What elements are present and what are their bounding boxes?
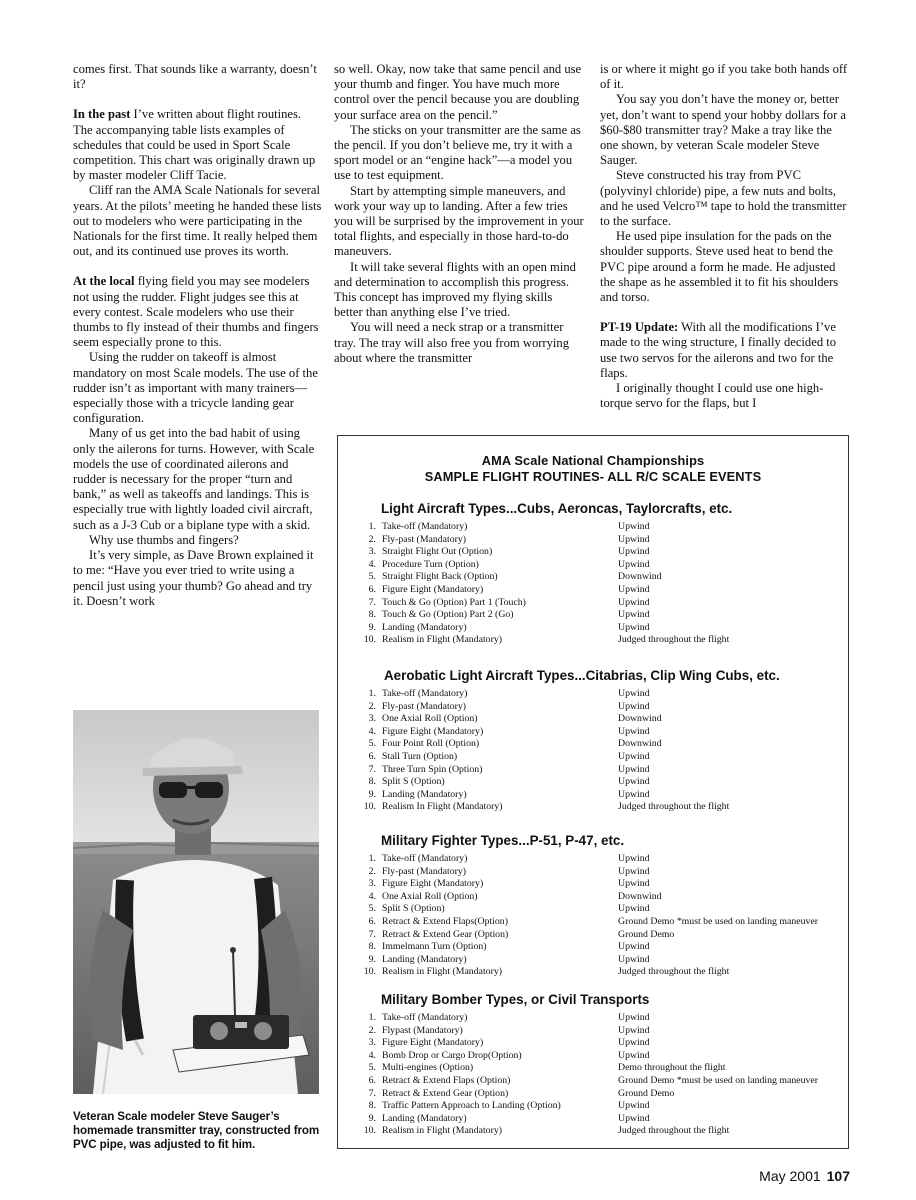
table-row xyxy=(338,1113,848,1126)
maneuver-name: Stall Turn (Option) xyxy=(382,750,458,762)
section-military-fighter xyxy=(338,833,848,979)
table-row xyxy=(338,622,848,635)
paragraph: You will need a neck strap or a transmitter tray. The tray will also free you from worrying about where the transmitter xyxy=(334,320,570,365)
table-row xyxy=(338,801,848,814)
section-heading: Military Fighter Types...P-51, P-47, etc. xyxy=(381,833,625,848)
table-row xyxy=(338,534,848,547)
table-row xyxy=(338,713,848,726)
maneuver-name: Realism in Flight (Mandatory) xyxy=(382,966,502,978)
paragraph: At the local flying field you may see modelers not using the rudder. Flight judges see this at every contest. Scale modelers who use their thumbs to fly instead of their thumbs and fingers seem especially prone to this. xyxy=(73,274,319,350)
maneuver-direction: Ground Demo *must be used on landing maneuver xyxy=(618,1074,818,1086)
maneuver-direction: Upwind xyxy=(618,941,650,953)
article-column-2 xyxy=(334,62,584,366)
table-row xyxy=(338,751,848,764)
maneuver-name: Multi-engines (Option) xyxy=(382,1062,474,1074)
row-number: 6. xyxy=(368,1074,376,1086)
run-in-head: At the local xyxy=(73,274,135,289)
row-number: 2. xyxy=(368,533,376,545)
maneuver-name: Fly-past (Mandatory) xyxy=(382,865,467,877)
table-row xyxy=(338,929,848,942)
table-row xyxy=(338,701,848,714)
table-row xyxy=(338,966,848,979)
row-number: 4. xyxy=(368,890,376,902)
maneuver-direction: Judged throughout the flight xyxy=(618,801,730,813)
row-number: 5. xyxy=(368,738,376,750)
maneuver-name: Bomb Drop or Cargo Drop(Option) xyxy=(382,1049,522,1061)
table-row xyxy=(338,1025,848,1038)
maneuver-direction: Upwind xyxy=(618,1037,650,1049)
paragraph: comes first. That sounds like a warranty, doesn’t it? xyxy=(73,62,317,92)
paragraph: He used pipe insulation for the pads on the shoulder supports. Steve used heat to bend the PVC pipe around a form he made. He adjusted the shape as he assembled it to fit his shoulders and torso. xyxy=(600,229,839,305)
maneuver-name: One Axial Roll (Option) xyxy=(382,890,478,902)
photo-illustration xyxy=(73,710,319,1094)
maneuver-direction: Judged throughout the flight xyxy=(618,966,730,978)
table-row xyxy=(338,764,848,777)
maneuver-direction: Judged throughout the flight xyxy=(618,634,730,646)
row-number: 9. xyxy=(368,953,376,965)
row-number: 8. xyxy=(368,941,376,953)
maneuver-direction: Ground Demo xyxy=(618,1087,675,1099)
maneuver-direction: Upwind xyxy=(618,700,650,712)
article-column-3 xyxy=(600,62,850,411)
maneuver-name: Landing (Mandatory) xyxy=(382,788,467,800)
maneuver-name: One Axial Roll (Option) xyxy=(382,713,478,725)
paragraph: is or where it might go if you take both hands off of it. xyxy=(600,62,848,92)
table-row xyxy=(338,789,848,802)
table-row xyxy=(338,866,848,879)
table-row xyxy=(338,853,848,866)
maneuver-name: Realism In Flight (Mandatory) xyxy=(382,801,503,813)
table-subtitle: SAMPLE FLIGHT ROUTINES- ALL R/C SCALE EVENTS xyxy=(424,469,762,484)
paragraph: PT-19 Update: With all the modifications I’ve made to the wing structure, I finally decided to use two servos for the ailerons and two for the flaps. xyxy=(600,320,837,380)
maneuver-name: Three Turn Spin (Option) xyxy=(382,763,483,775)
row-number: 5. xyxy=(368,1062,376,1074)
maneuver-direction: Upwind xyxy=(618,688,650,699)
maneuver-name: Figure Eight (Mandatory) xyxy=(382,1037,484,1049)
paragraph: Using the rudder on takeoff is almost mandatory on most Scale models. The use of the rudder isn’t as important with many trainers—especially those with a tricycle landing gear configuration. xyxy=(73,350,318,426)
row-number: 9. xyxy=(368,788,376,800)
maneuver-name: Touch & Go (Option) Part 2 (Go) xyxy=(382,609,514,621)
section-military-bomber xyxy=(338,992,848,1138)
maneuver-direction: Ground Demo xyxy=(618,928,675,940)
maneuver-name: Flypast (Mandatory) xyxy=(382,1024,463,1036)
table-row xyxy=(338,571,848,584)
maneuver-name: Figure Eight (Mandatory) xyxy=(382,725,484,737)
flight-routines-table xyxy=(337,435,849,1149)
maneuver-name: Realism in Flight (Mandatory) xyxy=(382,1125,502,1137)
table-row xyxy=(338,776,848,789)
maneuver-direction: Upwind xyxy=(618,546,650,558)
maneuver-direction: Downwind xyxy=(618,571,662,583)
photo-modeler-with-tray xyxy=(73,710,319,1094)
section-heading: Military Bomber Types, or Civil Transports xyxy=(381,992,650,1007)
table-row xyxy=(338,1075,848,1088)
table-row xyxy=(338,954,848,967)
row-number: 2. xyxy=(368,700,376,712)
row-number: 6. xyxy=(368,915,376,927)
maneuver-direction: Judged throughout the flight xyxy=(618,1125,730,1137)
row-number: 4. xyxy=(368,558,376,570)
maneuver-name: Immelmann Turn (Option) xyxy=(382,941,487,953)
maneuver-name: Realism in Flight (Mandatory) xyxy=(382,634,502,646)
row-number: 2. xyxy=(368,1024,376,1036)
paragraph: In the past I’ve written about flight routines. The accompanying table lists examples of schedules that could be used in Sport Scale competition. This chart was originally drawn up by master modeler Cliff Tacie. xyxy=(73,107,316,183)
maneuver-name: Traffic Pattern Approach to Landing (Option) xyxy=(382,1100,561,1112)
row-number: 7. xyxy=(368,763,376,775)
maneuver-name: Retract & Extend Gear (Option) xyxy=(382,928,509,940)
page-footer xyxy=(759,1168,850,1184)
maneuver-name: Fly-past (Mandatory) xyxy=(382,533,467,545)
maneuver-direction: Upwind xyxy=(618,558,650,570)
maneuver-direction: Upwind xyxy=(618,953,650,965)
maneuver-direction: Upwind xyxy=(618,763,650,775)
row-number: 1. xyxy=(368,521,376,532)
maneuver-name: Fly-past (Mandatory) xyxy=(382,700,467,712)
table-row xyxy=(338,878,848,891)
row-number: 8. xyxy=(368,1100,376,1112)
maneuver-name: Take-off (Mandatory) xyxy=(382,853,468,864)
photo-caption: Veteran Scale modeler Steve Sauger’s homemade transmitter tray, constructed from PVC pipe, was adjusted to fit him. xyxy=(73,1110,320,1152)
row-number: 2. xyxy=(368,865,376,877)
table-row xyxy=(338,941,848,954)
maneuver-direction: Upwind xyxy=(618,533,650,545)
row-number: 1. xyxy=(368,853,376,864)
maneuver-name: Take-off (Mandatory) xyxy=(382,688,468,699)
maneuver-direction: Upwind xyxy=(618,853,650,864)
section-aerobatic-aircraft xyxy=(338,668,848,814)
maneuver-direction: Upwind xyxy=(618,865,650,877)
table-row xyxy=(338,521,848,534)
maneuver-direction: Upwind xyxy=(618,1100,650,1112)
row-number: 3. xyxy=(368,878,376,890)
table-row xyxy=(338,903,848,916)
row-number: 5. xyxy=(368,903,376,915)
table-row xyxy=(338,1100,848,1113)
maneuver-direction: Upwind xyxy=(618,1024,650,1036)
table-title: AMA Scale National Championships xyxy=(481,453,705,468)
paragraph: You say you don’t have the money or, better yet, don’t want to spend your hobby dollars for a $60-$80 transmitter tray? Make a tray like the one shown, by veteran Scale modeler Steve Sauger. xyxy=(600,92,847,168)
row-number: 10. xyxy=(363,801,376,813)
table-row xyxy=(338,738,848,751)
row-number: 5. xyxy=(368,571,376,583)
row-number: 7. xyxy=(368,928,376,940)
row-number: 6. xyxy=(368,583,376,595)
table-row xyxy=(338,891,848,904)
maneuver-direction: Upwind xyxy=(618,596,650,608)
article-column-1 xyxy=(73,62,322,609)
paragraph: Cliff ran the AMA Scale Nationals for several years. At the pilots’ meeting he handed these lists out to modelers who were participating in the Nationals for the first time. It really helped them out, and its continued use proves its worth. xyxy=(73,183,322,259)
maneuver-direction: Demo throughout the flight xyxy=(618,1062,726,1074)
table-row xyxy=(338,609,848,622)
run-in-head: PT-19 Update: xyxy=(600,320,679,335)
row-number: 1. xyxy=(368,1012,376,1023)
table-row xyxy=(338,1062,848,1075)
row-number: 1. xyxy=(368,688,376,699)
maneuver-name: Retract & Extend Flaps(Option) xyxy=(382,915,508,927)
row-number: 6. xyxy=(368,750,376,762)
row-number: 3. xyxy=(368,1037,376,1049)
maneuver-name: Retract & Extend Gear (Option) xyxy=(382,1087,509,1099)
row-number: 8. xyxy=(368,609,376,621)
maneuver-direction: Downwind xyxy=(618,890,662,902)
row-number: 4. xyxy=(368,1049,376,1061)
maneuver-direction: Downwind xyxy=(618,738,662,750)
table-row xyxy=(338,546,848,559)
maneuver-name: Landing (Mandatory) xyxy=(382,1112,467,1124)
maneuver-name: Touch & Go (Option) Part 1 (Touch) xyxy=(382,596,526,608)
table-row xyxy=(338,1125,848,1138)
row-number: 3. xyxy=(368,713,376,725)
maneuver-name: Straight Flight Back (Option) xyxy=(382,571,498,583)
maneuver-direction: Upwind xyxy=(618,521,650,532)
row-number: 8. xyxy=(368,776,376,788)
row-number: 7. xyxy=(368,596,376,608)
table-row xyxy=(338,688,848,701)
maneuver-name: Landing (Mandatory) xyxy=(382,621,467,633)
maneuver-name: Take-off (Mandatory) xyxy=(382,521,468,532)
row-number: 3. xyxy=(368,546,376,558)
maneuver-direction: Ground Demo *must be used on landing maneuver xyxy=(618,915,818,927)
maneuver-direction: Upwind xyxy=(618,878,650,890)
row-number: 10. xyxy=(363,1125,376,1137)
table-row xyxy=(338,559,848,572)
maneuver-direction: Upwind xyxy=(618,788,650,800)
maneuver-direction: Upwind xyxy=(618,750,650,762)
section-heading: Aerobatic Light Aircraft Types...Citabrias, Clip Wing Cubs, etc. xyxy=(384,668,780,683)
maneuver-direction: Upwind xyxy=(618,609,650,621)
row-number: 7. xyxy=(368,1087,376,1099)
section-heading: Light Aircraft Types...Cubs, Aeroncas, Taylorcrafts, etc. xyxy=(381,501,733,516)
paragraph: Why use thumbs and fingers? xyxy=(89,532,239,547)
row-number: 9. xyxy=(368,621,376,633)
maneuver-name: Procedure Turn (Option) xyxy=(382,558,479,570)
maneuver-name: Take-off (Mandatory) xyxy=(382,1012,468,1023)
paragraph: so well. Okay, now take that same pencil and use your thumb and finger. You have much more control over the pencil because you are doubling your surface area on the pencil.” xyxy=(334,62,582,122)
page-number: 107 xyxy=(826,1168,850,1184)
paragraph: Start by attempting simple maneuvers, and work your way up to landing. After a few tries you will be surprised by the improvement in your total flights, and especially in those hard-to-do maneuvers. xyxy=(334,183,584,259)
paragraph: I originally thought I could use one high-torque servo for the flaps, but I xyxy=(600,381,824,411)
row-number: 10. xyxy=(363,634,376,646)
paragraph: Many of us get into the bad habit of using only the ailerons for turns. However, with Scale models the use of coordinated ailerons and rudder is necessary for the proper “turn and bank,” as well as takeoffs and landings. This is especially true with lightly loaded civil aircraft, such as a J-3 Cub or a biplane type with a skid. xyxy=(73,426,315,532)
maneuver-name: Four Point Roll (Option) xyxy=(382,738,480,750)
maneuver-direction: Upwind xyxy=(618,621,650,633)
maneuver-name: Retract & Extend Flaps (Option) xyxy=(382,1074,511,1086)
issue-date: May 2001 xyxy=(759,1168,821,1184)
maneuver-direction: Downwind xyxy=(618,713,662,725)
maneuver-direction: Upwind xyxy=(618,725,650,737)
table-row xyxy=(338,726,848,739)
table-row xyxy=(338,1037,848,1050)
table-row xyxy=(338,1012,848,1025)
maneuver-name: Straight Flight Out (Option) xyxy=(382,546,493,558)
paragraph: The sticks on your transmitter are the same as the pencil. If you don’t believe me, try it with a sport model or an “engine hack”—a model you use to test equipment. xyxy=(334,122,581,183)
maneuver-direction: Upwind xyxy=(618,903,650,915)
maneuver-name: Split S (Option) xyxy=(382,903,445,915)
maneuver-name: Split S (Option) xyxy=(382,776,445,788)
row-number: 9. xyxy=(368,1112,376,1124)
table-row xyxy=(338,1050,848,1063)
paragraph: It will take several flights with an open mind and determination to accomplish this progress. This concept has improved my flying skills better than anything else I’ve tried. xyxy=(334,259,576,320)
maneuver-direction: Upwind xyxy=(618,1112,650,1124)
maneuver-direction: Upwind xyxy=(618,1012,650,1023)
row-number: 4. xyxy=(368,725,376,737)
maneuver-direction: Upwind xyxy=(618,776,650,788)
table-row xyxy=(338,597,848,610)
paragraph: Steve constructed his tray from PVC (polyvinyl chloride) pipe, a few nuts and bolts, and he used Velcro™ tape to hold the transmitter to the surface. xyxy=(600,168,847,229)
maneuver-direction: Upwind xyxy=(618,583,650,595)
maneuver-name: Landing (Mandatory) xyxy=(382,953,467,965)
section-light-aircraft xyxy=(338,501,848,647)
table-row xyxy=(338,1088,848,1101)
table-row xyxy=(338,634,848,647)
table-row xyxy=(338,916,848,929)
maneuver-name: Figure Eight (Mandatory) xyxy=(382,878,484,890)
maneuver-name: Figure Eight (Mandatory) xyxy=(382,583,484,595)
row-number: 10. xyxy=(363,966,376,978)
paragraph: It’s very simple, as Dave Brown explained it to me: “Have you ever tried to write using a pencil just using your thumb? Go ahead and try it. Doesn’t work xyxy=(73,548,314,608)
run-in-head: In the past xyxy=(73,107,131,122)
maneuver-direction: Upwind xyxy=(618,1049,650,1061)
table-row xyxy=(338,584,848,597)
